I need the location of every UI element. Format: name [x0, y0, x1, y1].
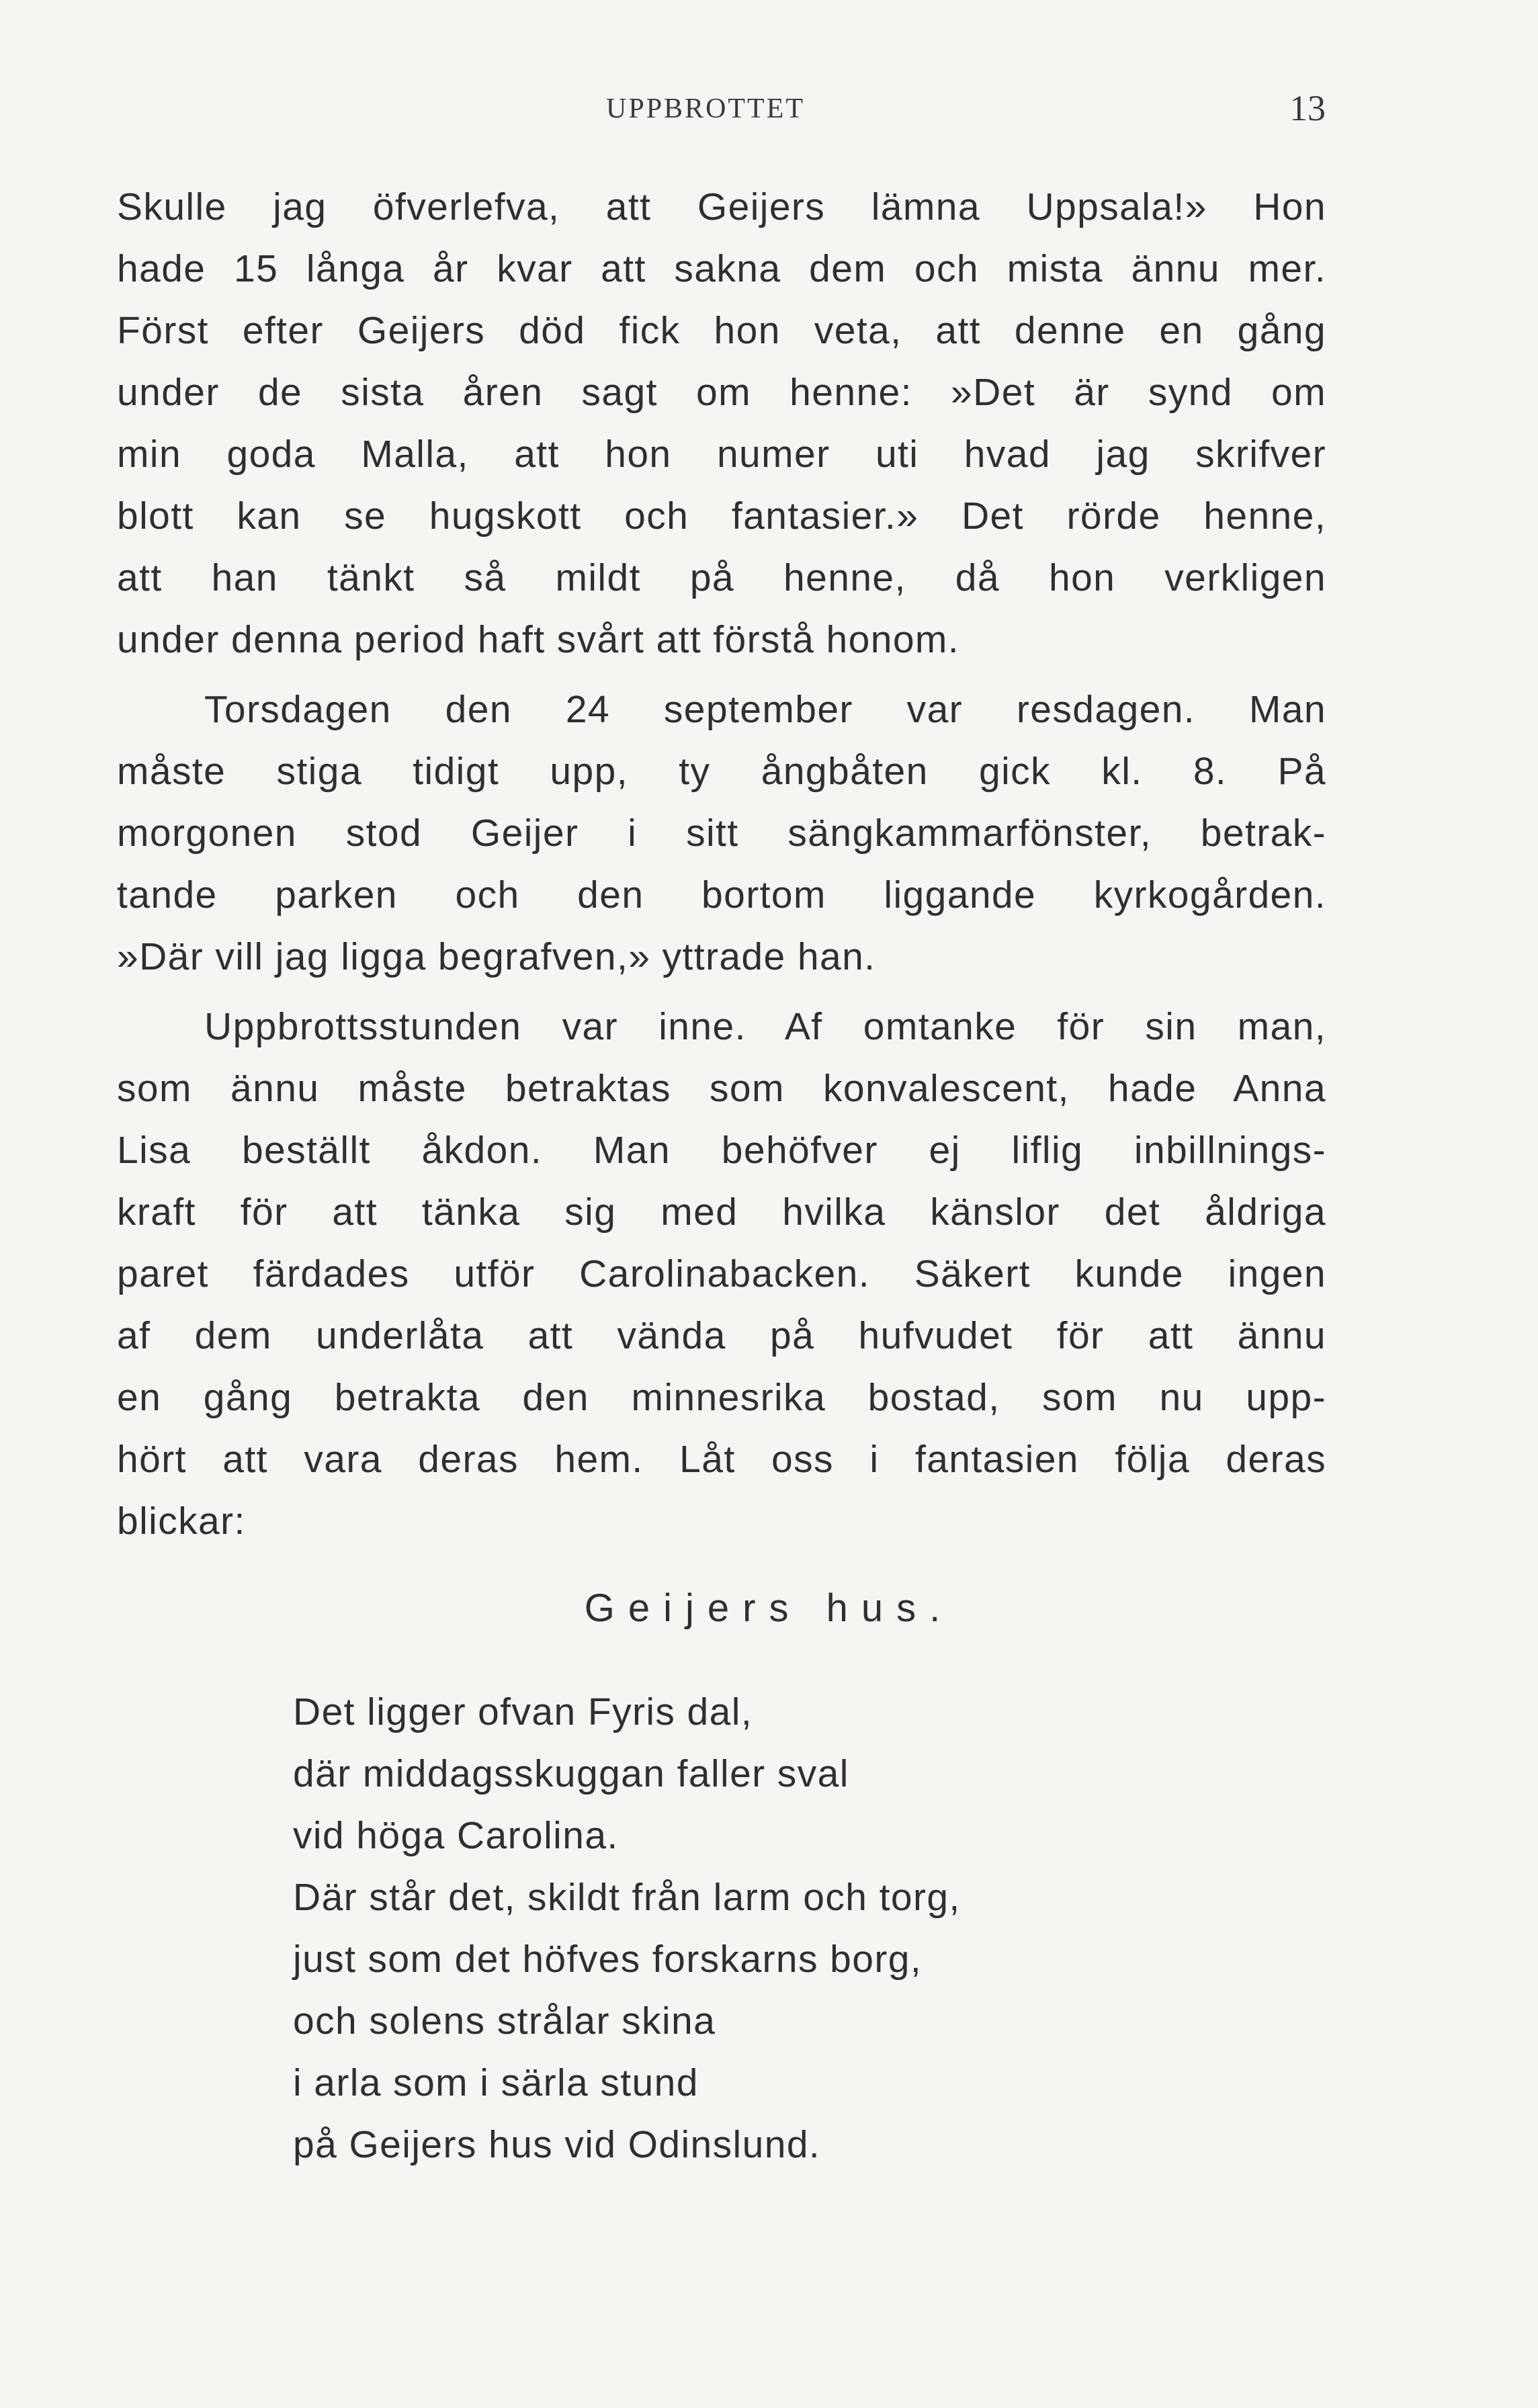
- text-line: Uppbrottsstunden var inne. Af omtanke för sin man,: [204, 1005, 1326, 1048]
- text-line: som ännu måste betraktas som konvalescent, hade Anna: [117, 1067, 1326, 1110]
- running-head: [0, 86, 1538, 133]
- text-line: under de sista åren sagt om henne: »Det är synd om: [117, 371, 1326, 414]
- text-line: min goda Malla, att hon numer uti hvad jag skrifver: [117, 433, 1326, 476]
- poem-line: vid höga Carolina.: [293, 1814, 619, 1857]
- text-line: Först efter Geijers död fick hon veta, att denne en gång: [117, 309, 1326, 352]
- text-line: blott kan se hugskott och fantasier.» Det rörde henne,: [117, 494, 1326, 538]
- text-line: kraft för att tänka sig med hvilka känslor det åldriga: [117, 1191, 1326, 1234]
- poem-line: Där står det, skildt från larm och torg,: [293, 1876, 961, 1919]
- running-title: UPPBROTTET: [606, 93, 806, 124]
- text-line: Skulle jag öfverlefva, att Geijers lämna Uppsala!» Hon: [117, 185, 1326, 228]
- poem-line: i arla som i särla stund: [293, 2061, 699, 2104]
- poem-line: och solens strålar skina: [293, 2000, 716, 2042]
- text-line: af dem underlåta att vända på hufvudet för att ännu: [117, 1314, 1326, 1357]
- poem-line: just som det höfves forskarns borg,: [293, 1938, 923, 1981]
- text-line: en gång betrakta den minnesrika bostad, som nu upp-: [117, 1376, 1326, 1419]
- paragraph-2: [117, 679, 1326, 988]
- body-text: [117, 176, 1326, 1552]
- text-line: hade 15 långa år kvar att sakna dem och mista ännu mer.: [117, 247, 1326, 290]
- poem-title: Geijers hus.: [584, 1586, 954, 1630]
- poem-line: Det ligger ofvan Fyris dal,: [293, 1690, 753, 1733]
- poem: [293, 1681, 961, 2176]
- paragraph-1: [117, 176, 1326, 671]
- text-line: »Där vill jag ligga begrafven,» yttrade han.: [117, 935, 876, 978]
- poem-line: på Geijers hus vid Odinslund.: [293, 2123, 821, 2166]
- text-line: att han tänkt så mildt på henne, då hon verkligen: [117, 556, 1326, 599]
- text-line: morgonen stod Geijer i sitt sängkammarfönster, betrak-: [117, 812, 1326, 855]
- paragraph-3: [117, 996, 1326, 1552]
- text-line: under denna period haft svårt att förstå honom.: [117, 618, 960, 661]
- poem-line: där middagsskuggan faller sval: [293, 1752, 849, 1795]
- page-number: 13: [1289, 88, 1326, 128]
- text-line: Lisa beställt åkdon. Man behöfver ej liflig inbillnings-: [117, 1129, 1326, 1172]
- text-line: paret färdades utför Carolinabacken. Säkert kunde ingen: [117, 1252, 1326, 1295]
- text-line: tande parken och den bortom liggande kyrkogården.: [117, 873, 1326, 916]
- text-line: Torsdagen den 24 september var resdagen. Man: [204, 688, 1326, 731]
- text-line: måste stiga tidigt upp, ty ångbåten gick kl. 8. På: [117, 750, 1326, 793]
- text-line: hört att vara deras hem. Låt oss i fantasien följa deras: [117, 1438, 1326, 1481]
- text-line: blickar:: [117, 1500, 246, 1543]
